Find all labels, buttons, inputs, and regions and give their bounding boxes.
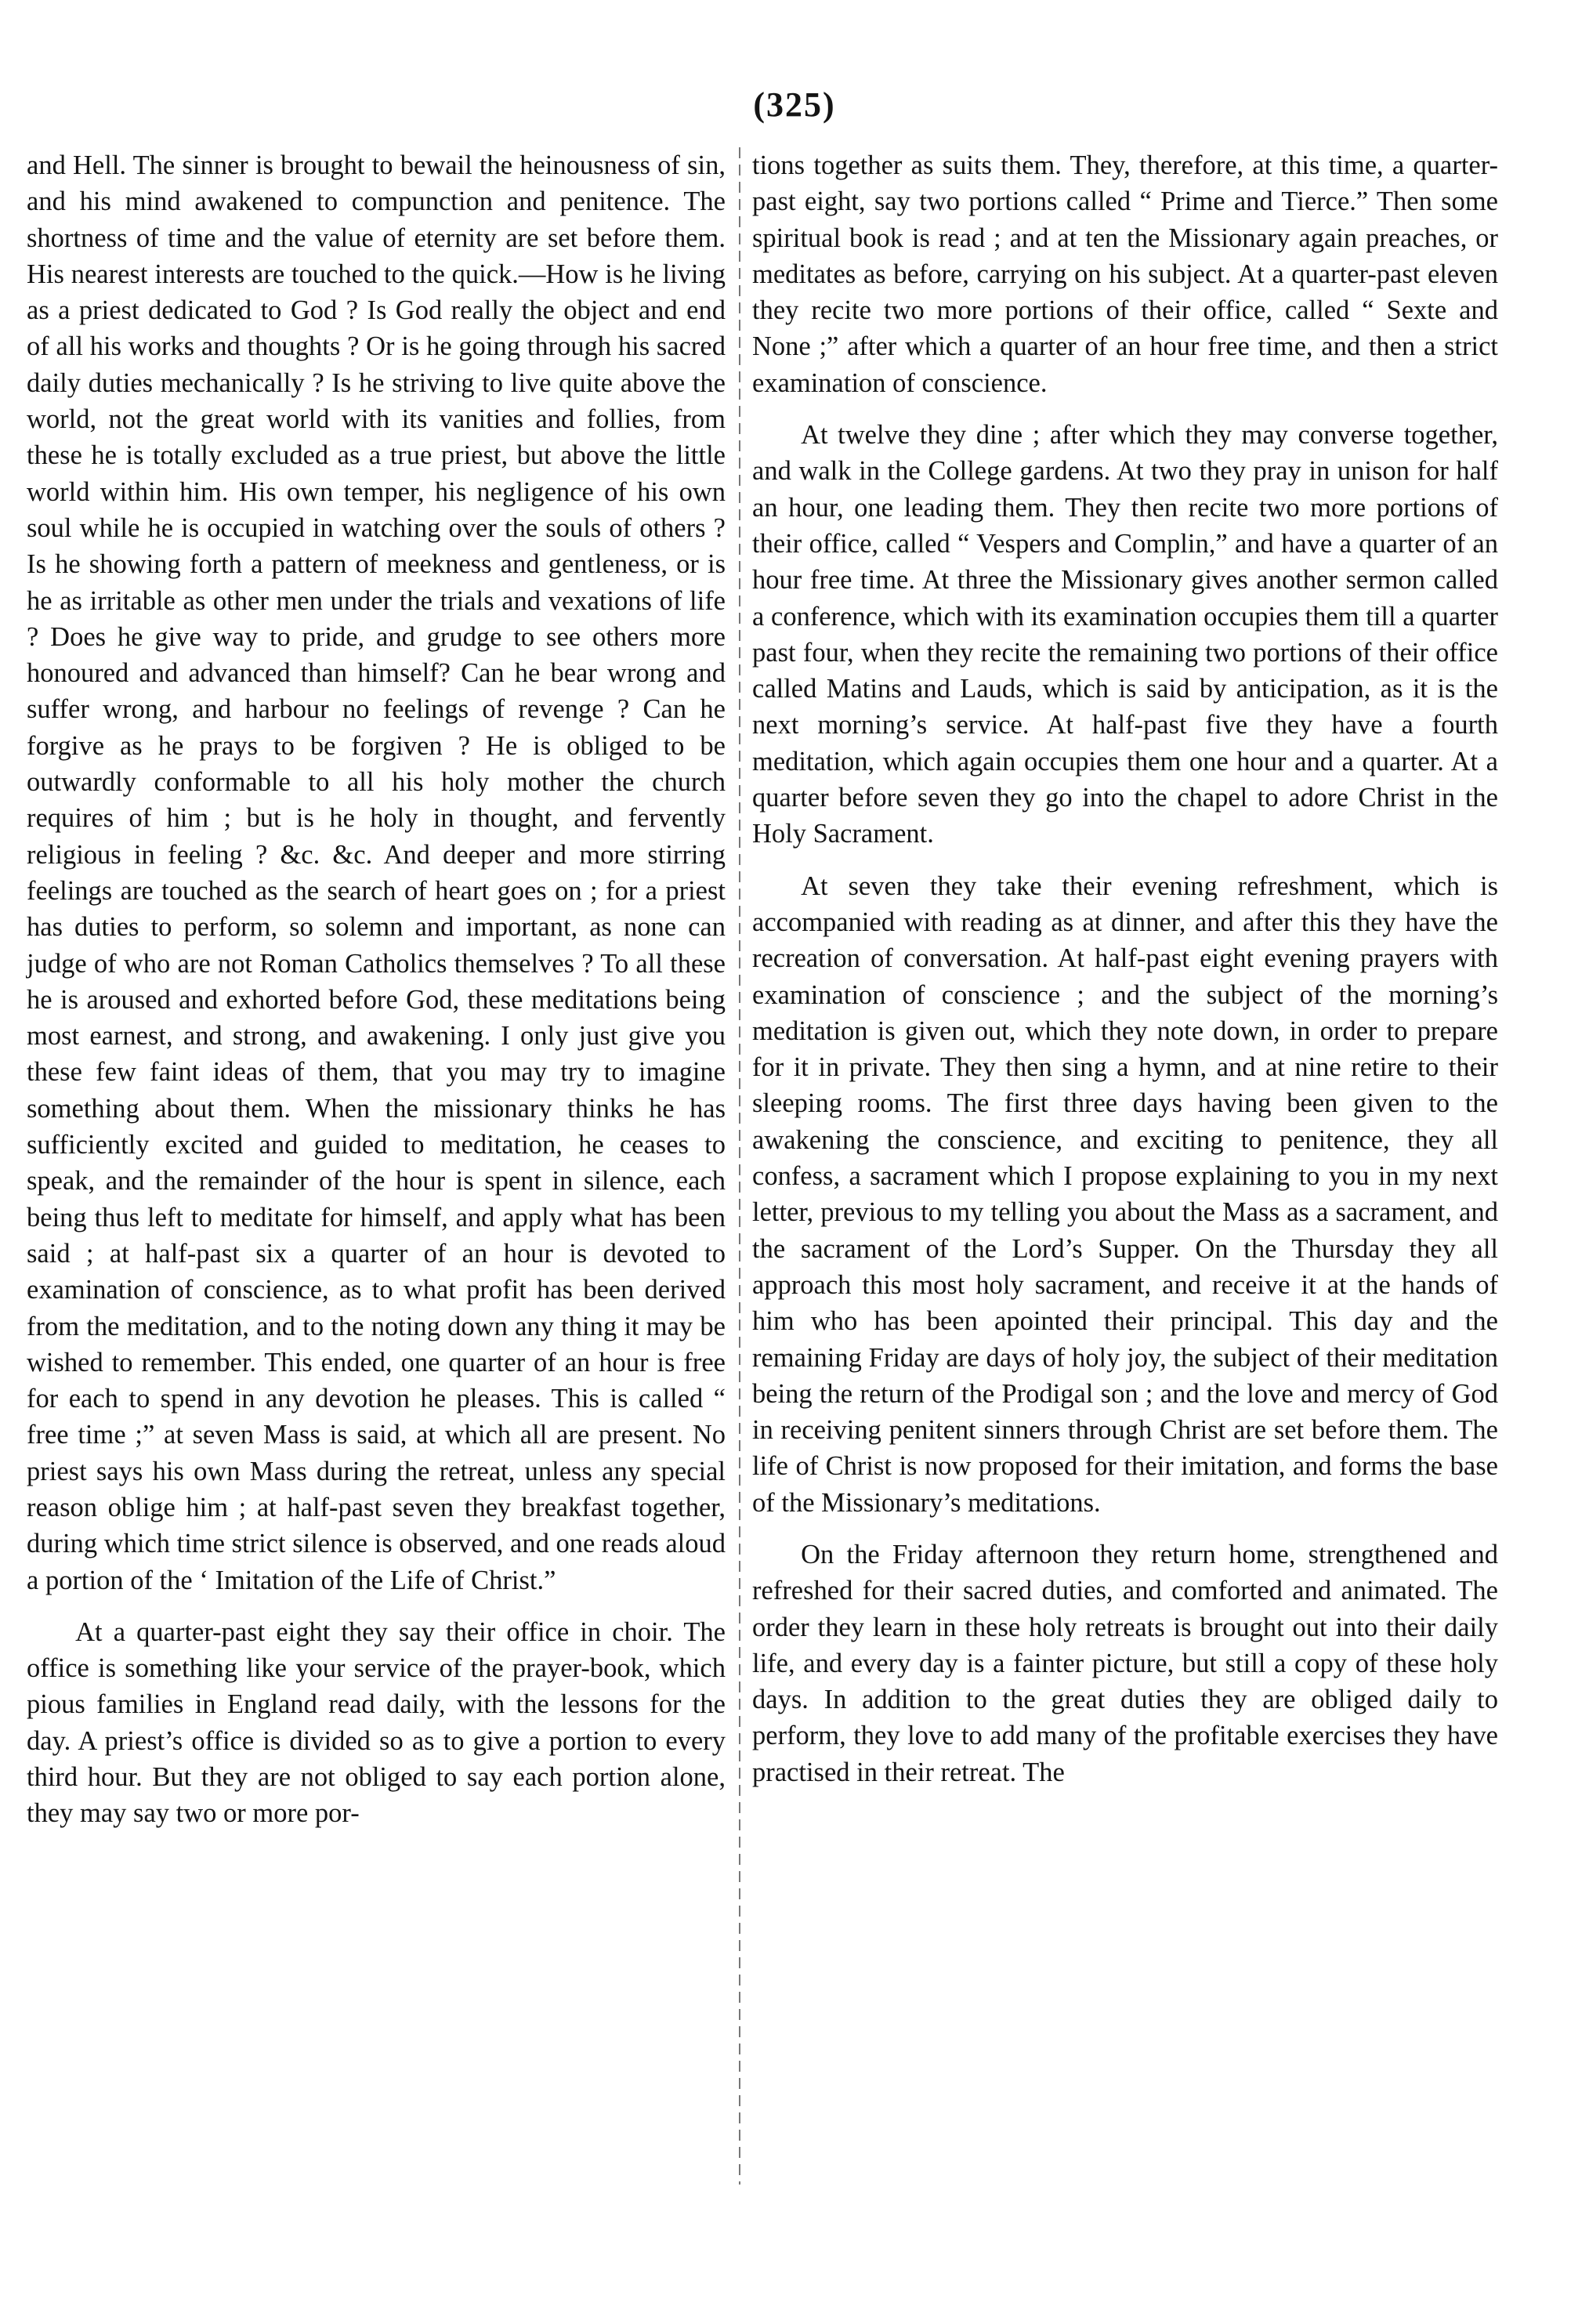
paragraph: At twelve they dine ; after which they may converse together, and walk in the College gardens. At two they pray in unison for half an hour, one leading them. They then recite two more portions of their office, called “ Vespers and Complin,” and have a quarter of an hour free time. At three the Missionary gives another sermon called a conference, which with its examination occupies them till a quarter past four, when they recite the remaining two portions of their office called Matins and Lauds, which is said by anticipation, as it is the next morning’s service. At half-past five they have a fourth meditation, which again occupies them one hour and a quarter. At a quarter before seven they go into the chapel to adore Christ in the Holy Sacrament.	[752, 420, 1498, 849]
paragraph: and Hell. The sinner is brought to bewail the heinousness of sin, and his mind awakened to compunction and penitence. The shortness of time and the value of eternity are set before them. His nearest interests are touched to the quick.—How is he living as a priest dedicated to God ? Is God really the object and end of all his works and thoughts ? Or is he going through his sacred daily duties mechanically ? Is he striving to live quite above the world, not the great world with its vanities and follies, from these he is totally excluded as a true priest, but above the little world within him. His own temper, his negligence of his own soul while he is occupied in watching over the souls of others ? Is he showing forth a pattern of meekness and gentleness, or is he as irritable as other men under the trials and vexations of life ? Does he give way to pride, and grudge to see others more honoured and advanced than himself? Can he bear wrong and suffer wrong, and harbour no feelings of revenge ? Can he forgive as he prays to be forgiven ? He is obliged to be outwardly conformable to all his holy mother the church requires of him ; but is he holy in thought, and fervently religious in feeling ? &c. &c. And deeper and more stirring feelings are touched as the search of heart goes on ; for a priest has duties to perform, so solemn and important, as none can judge of who are not Roman Catholics themselves ? To all these he is aroused and exhorted before God, these meditations being most earnest, and strong, and awakening. I only just give you these few faint ideas of them, that you may try to imagine something about them. When the missionary thinks he has sufficiently excited and guided to meditation, he ceases to speak, and the remainder of the hour is spent in silence, each being thus left to meditate for himself, and apply what has been said ; at half-past six a quarter of an hour is devoted to examination of conscience, as to what profit has been derived from the meditation, and to the noting down any thing it may be wished to remember. This ended, one quarter of an hour is free for each to spend in any devotion he pleases. This is called “ free time ;” at seven Mass is said, at which all are present. No priest says his own Mass during the retreat, unless any special reason oblige him ; at half-past seven they breakfast together, during which time strict silence is observed, and one reads aloud a portion of the ‘ Imitation of the Life of Christ.”	[27, 150, 726, 1595]
paragraph: tions together as suits them. They, therefore, at this time, a quarter-past eight, say two portions called “ Prime and Tierce.” Then some spiritual book is read ; and at ten the Missionary again preaches, or meditates as before, carrying on his subject. At a quarter-past eleven they recite two more portions of their office, called “ Sexte and None ;” after which a quarter of an hour free time, and then a strict examination of conscience.	[752, 150, 1498, 398]
paragraph: At seven they take their evening refreshment, which is accompanied with reading as at dinner, and after this they have the recreation of conversation. At half-past eight evening prayers with examination of conscience ; and the subject of the morning’s meditation is given out, which they note down, in order to prepare for it in private. They then sing a hymn, and at nine retire to their sleeping rooms. The first three days having been given to the awakening the conscience, and exciting to penitence, they all confess, a sacrament which I propose explaining to you in my next letter, previous to my telling you about the Mass as a sacrament, and the sacrament of the Lord’s Supper. On the Thursday they all approach this most holy sacrament, and receive it at the hands of him who has been apointed their principal. This day and the remaining Friday are days of holy joy, the subject of their meditation being the return of the Prodigal son ; and the love and mercy of God in receiving penitent sinners through Christ are set before them. The life of Christ is now proposed for their imitation, and forms the base of the Missionary’s meditations.	[752, 871, 1498, 1518]
paragraph: On the Friday afternoon they return home, strengthened and refreshed for their sacred duties, and comforted and animated. The order they learn in these holy retreats is brought out into their daily life, and every day is a fainter picture, but still a copy of these holy days. In addition to the great duties they are obliged daily to perform, they love to add many of the profitable exercises they have practised in their retreat. The	[752, 1539, 1498, 1787]
paragraph: At a quarter-past eight they say their office in choir. The office is something like your service of the prayer-book, which pious families in England read daily, with the lessons for the day. A priest’s office is divided so as to give a portion to every third hour. But they are not obliged to say each portion alone, they may say two or more por-	[27, 1616, 726, 1829]
left-column	[27, 147, 726, 1832]
right-column	[752, 147, 1498, 1790]
page-number: (325)	[753, 85, 836, 124]
column-divider	[739, 147, 740, 2185]
